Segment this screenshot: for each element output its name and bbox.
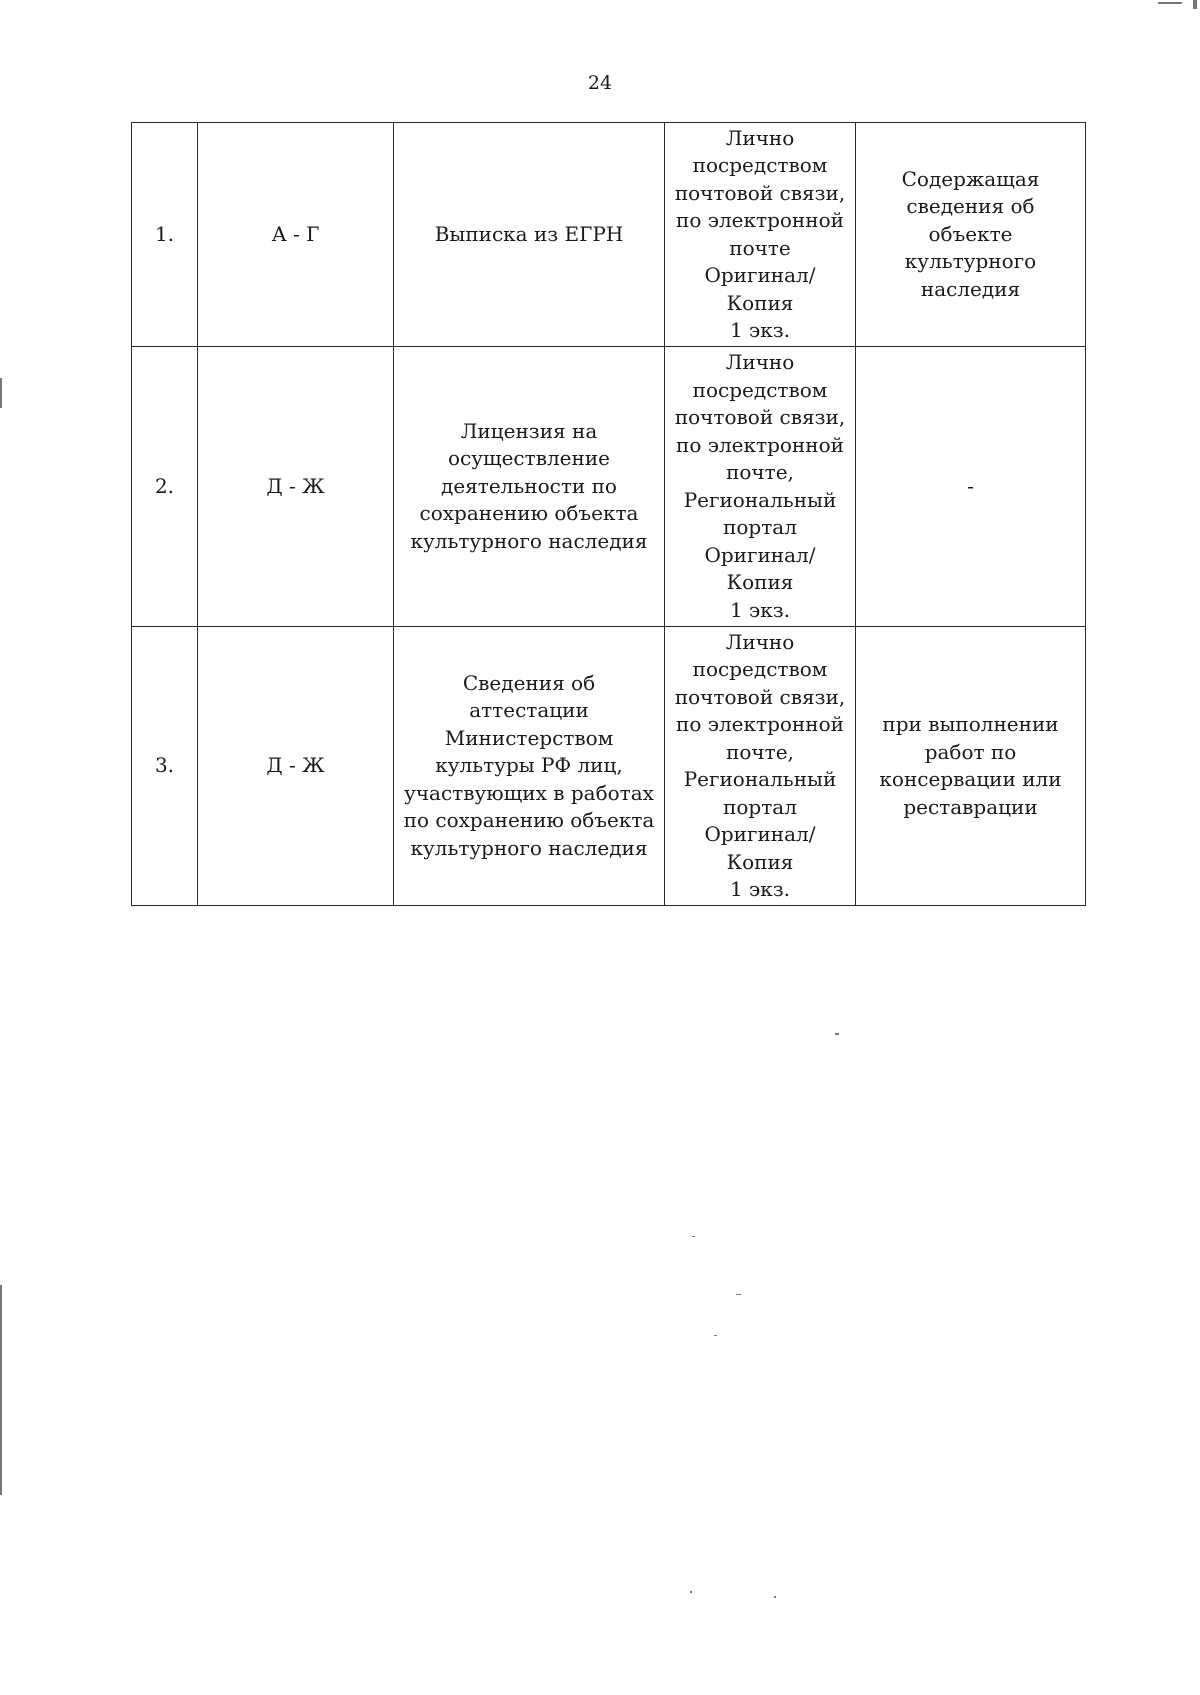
scan-speck: [1158, 2, 1182, 4]
category-cell: А - Г: [198, 123, 394, 347]
table-row: [132, 627, 1086, 906]
row-number-cell: 1.: [132, 123, 198, 347]
category-cell: Д - Ж: [198, 347, 394, 627]
category-cell: Д - Ж: [198, 627, 394, 906]
submission-method-cell: Лично посредством почтовой связи, по электронной почте, Региональный портал Оригинал/ Копия 1 экз.: [665, 347, 856, 627]
requirements-cell: при выполнении работ по консервации или реставрации: [856, 627, 1086, 906]
page-number: 24: [587, 72, 613, 94]
scan-speck: [736, 1294, 741, 1295]
scan-speck: [1193, 0, 1197, 9]
submission-method-cell: Лично посредством почтовой связи, по электронной почте Оригинал/ Копия 1 экз.: [665, 123, 856, 347]
scan-speck: [774, 1596, 776, 1598]
documents-table: [131, 122, 1086, 906]
row-number-cell: 3.: [132, 627, 198, 906]
scan-speck: [714, 1335, 717, 1336]
document-name-cell: Выписка из ЕГРН: [394, 123, 665, 347]
scan-speck: [690, 1591, 692, 1593]
submission-method-cell: Лично посредством почтовой связи, по электронной почте, Региональный портал Оригинал/ Копия 1 экз.: [665, 627, 856, 906]
scan-speck: [0, 1285, 2, 1495]
document-name-cell: Лицензия на осуществление деятельности по сохранению объекта культурного наследия: [394, 347, 665, 627]
table-row: [132, 347, 1086, 627]
requirements-cell: -: [856, 347, 1086, 627]
requirements-cell: Содержащая сведения об объекте культурного наследия: [856, 123, 1086, 347]
document-name-cell: Сведения об аттестации Министерством культуры РФ лиц, участвующих в работах по сохранению объекта культурного наследия: [394, 627, 665, 906]
scan-speck: [0, 378, 2, 408]
scan-speck: [835, 1033, 839, 1035]
table-row: [132, 123, 1086, 347]
row-number-cell: 2.: [132, 347, 198, 627]
scan-speck: [692, 1236, 695, 1237]
